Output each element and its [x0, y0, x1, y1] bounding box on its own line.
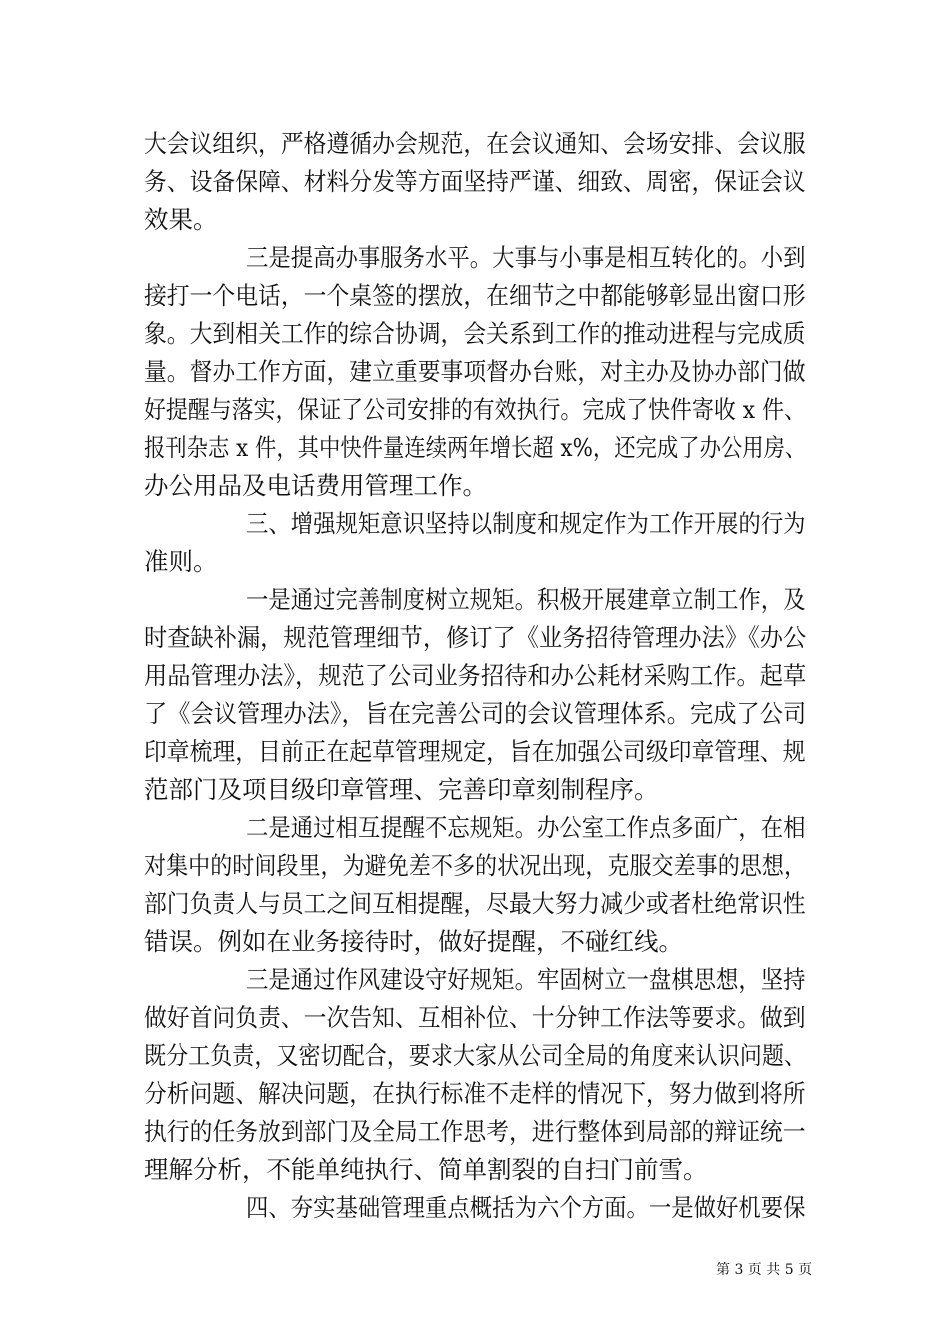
text-line: 范部门及项目级印章管理、完善印章刻制程序。: [144, 775, 659, 804]
text-line: 理解分析，不能单纯执行、简单割裂的自扫门前雪。: [144, 1155, 708, 1184]
text-line: 部门负责人与员工之间互相提醒，尽最大努力减少或者杜绝常识性: [144, 889, 806, 918]
text-line: 三是提高办事服务水平。大事与小事是相互转化的。小到: [246, 243, 806, 272]
text-line: 用品管理办法》，规范了公司业务招待和办公耗材采购工作。起草: [144, 661, 807, 690]
text-line: 了《会议管理办法》，旨在完善公司的会议管理体系。完成了公司: [144, 699, 807, 728]
text-line: 好提醒与落实，保证了公司安排的有效执行。完成了快件寄收 x 件、: [144, 395, 806, 424]
text-line: 接打一个电话，一个桌签的摆放，在细节之中都能够彰显出窗口形: [144, 281, 806, 310]
text-line: 效果。: [144, 205, 218, 234]
text-line: 执行的任务放到部门及全局工作思考，进行整体到局部的辩证统一: [144, 1117, 806, 1146]
text-line: 务、设备保障、材料分发等方面坚持严谨、细致、周密，保证会议: [144, 167, 806, 196]
text-line: 二是通过相互提醒不忘规矩。办公室工作点多面广，在相: [246, 813, 806, 842]
text-line: 办公用品及电话费用管理工作。: [144, 471, 487, 500]
text-line: 错误。例如在业务接待时，做好提醒，不碰红线。: [144, 927, 683, 956]
text-line: 一是通过完善制度树立规矩。积极开展建章立制工作，及: [246, 585, 806, 614]
page-number-footer: 第 3 页 共 5 页: [716, 1262, 813, 1278]
text-line: 时查缺补漏，规范管理细节，修订了《业务招待管理办法》《办公: [144, 623, 807, 652]
text-line: 报刊杂志 x 件，其中快件量连续两年增长超 x%，还完成了办公用房、: [144, 433, 807, 462]
text-line: 象。大到相关工作的综合协调，会关系到工作的推动进程与完成质: [144, 319, 806, 348]
text-line: 分析问题、解决问题，在执行标准不走样的情况下，努力做到将所: [144, 1079, 806, 1108]
text-line: 大会议组织，严格遵循办会规范，在会议通知、会场安排、会议服: [144, 129, 806, 158]
section-heading: 准则。: [144, 547, 218, 576]
text-line: 既分工负责，又密切配合，要求大家从公司全局的角度来认识问题、: [144, 1041, 807, 1070]
text-line: 印章梳理，目前正在起草管理规定，旨在加强公司级印章管理、规: [144, 737, 806, 766]
section-heading: 三、增强规矩意识坚持以制度和规定作为工作开展的行为: [246, 509, 806, 538]
text-line: 量。督办工作方面，建立重要事项督办台账，对主办及协办部门做: [144, 357, 806, 386]
section-heading: 四、夯实基础管理重点概括为六个方面。一是做好机要保: [246, 1193, 806, 1222]
text-line: 对集中的时间段里，为避免差不多的状况出现，克服交差事的思想，: [144, 851, 807, 880]
text-line: 三是通过作风建设守好规矩。牢固树立一盘棋思想，坚持: [246, 965, 806, 994]
text-line: 做好首问负责、一次告知、互相补位、十分钟工作法等要求。做到: [144, 1003, 806, 1032]
